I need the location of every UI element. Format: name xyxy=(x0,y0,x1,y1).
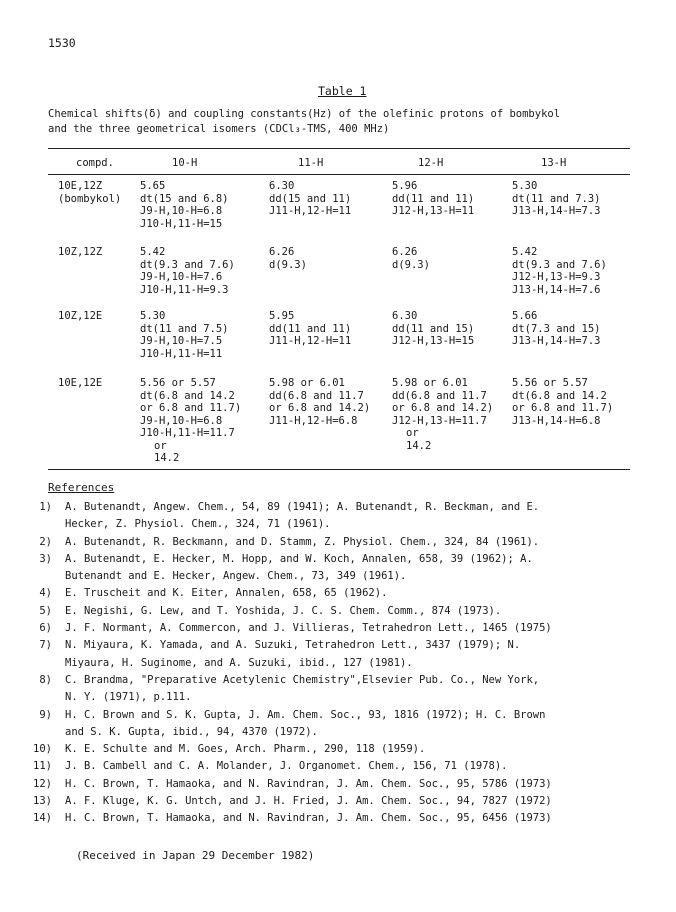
cell-line: J9-H,10-H=7.5 xyxy=(140,335,223,347)
cell-line: or 6.8 and 14.2) xyxy=(269,402,371,414)
cell-compd xyxy=(58,246,102,259)
reference-number: 5) xyxy=(39,605,52,617)
cell-line: 5.56 or 5.57 xyxy=(140,377,216,389)
cell-13h xyxy=(512,310,601,348)
cell-line: J9-H,10-H=6.8 xyxy=(140,414,223,427)
cell-compd xyxy=(58,377,102,390)
cell-10h xyxy=(140,180,229,230)
reference-text: Miyaura, H. Suginome, and A. Suzuki, ibid., 127 (1981). xyxy=(65,657,413,669)
cell-11h xyxy=(269,310,351,348)
cell-line: dd(6.8 and 11.7 xyxy=(392,389,487,402)
cell-line: J10-H,11-H=9.3 xyxy=(140,283,229,296)
reference-number: 3) xyxy=(39,553,52,565)
cell-line: 5.65 xyxy=(140,180,166,192)
reference-text: N. Miyaura, K. Yamada, and A. Suzuki, Tetrahedron Lett., 3437 (1979); N. xyxy=(65,639,521,651)
reference-line xyxy=(18,605,658,618)
reference-text: H. C. Brown, T. Hamaoka, and N. Ravindran, J. Am. Chem. Soc., 95, 6456 (1973) xyxy=(65,812,552,824)
reference-number: 8) xyxy=(39,674,52,686)
cell-line: d(9.3) xyxy=(269,258,307,271)
page-number: 1530 xyxy=(48,36,76,50)
cell-line: dt(15 and 6.8) xyxy=(140,192,229,205)
table-bottom-rule xyxy=(48,469,630,470)
reference-text: H. C. Brown, T. Hamaoka, and N. Ravindran, J. Am. Chem. Soc., 95, 5786 (1973) xyxy=(65,778,552,790)
reference-number: 2) xyxy=(39,536,52,548)
table-title: Table 1 xyxy=(318,84,367,98)
cell-line: 10Z,12E xyxy=(58,310,103,322)
reference-line xyxy=(18,587,658,600)
reference-line xyxy=(18,726,658,739)
reference-text: Butenandt and E. Hecker, Angew. Chem., 73, 349 (1961). xyxy=(65,570,407,582)
cell-line: 5.30 xyxy=(140,310,166,322)
cell-compd xyxy=(58,180,121,205)
cell-line: dt(11 and 7.3) xyxy=(512,192,601,205)
cell-line: or 6.8 and 14.2) xyxy=(392,402,494,414)
cell-line: 5.42 xyxy=(140,246,166,258)
reference-line xyxy=(18,518,658,531)
reference-line xyxy=(18,570,658,583)
cell-line: J10-H,11-H=11 xyxy=(140,347,223,360)
table-caption-line-1: Chemical shifts(δ) and coupling constants(Hz) of the olefinic protons of bombykol xyxy=(48,108,561,120)
cell-line: 10Z,12Z xyxy=(58,246,103,258)
reference-text: A. F. Kluge, K. G. Untch, and J. H. Fried, J. Am. Chem. Soc., 94, 7827 (1972) xyxy=(65,795,552,807)
cell-10h xyxy=(140,377,241,465)
cell-line: 5.66 xyxy=(512,310,538,322)
cell-line: or 6.8 and 11.7) xyxy=(512,402,614,414)
cell-line: J10-H,11-H=15 xyxy=(140,217,223,230)
cell-11h xyxy=(269,377,370,427)
reference-number: 12) xyxy=(33,778,52,790)
reference-number: 14) xyxy=(33,812,52,824)
cell-13h xyxy=(512,246,607,296)
cell-line: 14.2 xyxy=(154,452,180,464)
reference-number: 11) xyxy=(33,760,52,772)
table-top-rule xyxy=(48,148,630,149)
cell-line: 5.56 or 5.57 xyxy=(512,377,588,389)
cell-line: dd(15 and 11) xyxy=(269,192,352,205)
references-heading: References xyxy=(48,481,115,494)
reference-line xyxy=(18,657,658,670)
cell-line: J9-H,10-H=7.6 xyxy=(140,271,223,283)
cell-line: dt(11 and 7.5) xyxy=(140,322,229,335)
cell-line: d(9.3) xyxy=(392,258,430,271)
cell-line: 5.95 xyxy=(269,310,295,322)
cell-line: 6.30 xyxy=(392,310,418,322)
cell-line: J11-H,12-H=11 xyxy=(269,335,352,347)
reference-text: E. Truscheit and K. Eiter, Annalen, 658, 65 (1962). xyxy=(65,587,388,599)
reference-text: J. B. Cambell and C. A. Molander, J. Organomet. Chem., 156, 71 (1978). xyxy=(65,760,508,772)
reference-text: A. Butenandt, R. Beckmann, and D. Stamm, Z. Physiol. Chem., 324, 84 (1961). xyxy=(65,536,540,548)
reference-text: C. Brandma, "Preparative Acetylenic Chemistry",Elsevier Pub. Co., New York, xyxy=(65,674,540,686)
header-11h: 11-H xyxy=(298,157,324,169)
reference-number: 7) xyxy=(39,639,52,651)
cell-line: dd(11 and 11) xyxy=(269,322,352,335)
cell-line: J12-H,13-H=11 xyxy=(392,205,475,217)
cell-11h xyxy=(269,180,351,218)
reference-line xyxy=(18,812,658,825)
cell-line: dd(11 and 15) xyxy=(392,322,475,335)
reference-line xyxy=(18,501,658,514)
cell-line: or xyxy=(154,439,167,452)
reference-line xyxy=(18,709,658,722)
cell-compd xyxy=(58,310,102,323)
cell-line: dt(7.3 and 15) xyxy=(512,322,601,335)
reference-line xyxy=(18,760,658,773)
cell-line: J12-H,13-H=11.7 xyxy=(392,414,487,427)
cell-line: 6.26 xyxy=(392,246,418,258)
cell-line: dt(9.3 and 7.6) xyxy=(140,258,235,271)
cell-line: J13-H,14-H=6.8 xyxy=(512,414,601,427)
table-caption-line-2: and the three geometrical isomers (CDCl₃-TMS, 400 MHz) xyxy=(48,123,390,135)
header-10h: 10-H xyxy=(172,157,198,169)
reference-line xyxy=(18,778,658,791)
cell-line: 5.30 xyxy=(512,180,538,192)
reference-line xyxy=(18,674,658,687)
cell-line: J12-H,13-H=9.3 xyxy=(512,271,601,283)
cell-12h xyxy=(392,377,493,452)
cell-10h xyxy=(140,246,235,296)
cell-line: 14.2 xyxy=(406,439,432,452)
cell-13h xyxy=(512,377,613,427)
reference-text: and S. K. Gupta, ibid., 94, 4370 (1972). xyxy=(65,726,318,738)
cell-10h xyxy=(140,310,229,360)
reference-text: K. E. Schulte and M. Goes, Arch. Pharm., 290, 118 (1959). xyxy=(65,743,426,755)
cell-12h xyxy=(392,246,430,271)
cell-line: dt(6.8 and 14.2 xyxy=(512,389,607,402)
reference-line xyxy=(18,536,658,549)
reference-number: 1) xyxy=(39,501,52,513)
cell-line: dd(11 and 11) xyxy=(392,192,475,205)
reference-text: A. Butenandt, E. Hecker, M. Hopp, and W. Koch, Annalen, 658, 39 (1962); A. xyxy=(65,553,533,565)
reference-text: J. F. Normant, A. Commercon, and J. Villieras, Tetrahedron Lett., 1465 (1975) xyxy=(65,622,552,634)
cell-line: 5.98 or 6.01 xyxy=(392,377,468,389)
reference-number: 6) xyxy=(39,622,52,634)
header-compd: compd. xyxy=(76,157,114,169)
reference-text: Hecker, Z. Physiol. Chem., 324, 71 (1961). xyxy=(65,518,331,530)
cell-12h xyxy=(392,180,474,218)
reference-line xyxy=(18,743,658,756)
reference-line xyxy=(18,622,658,635)
header-13h: 13-H xyxy=(541,157,567,169)
reference-number: 9) xyxy=(39,709,52,721)
reference-line xyxy=(18,795,658,808)
cell-line: dt(6.8 and 14.2 xyxy=(140,389,235,402)
cell-line: 5.96 xyxy=(392,180,418,192)
cell-line: dd(6.8 and 11.7 xyxy=(269,389,364,402)
cell-line: 5.42 xyxy=(512,246,538,258)
reference-text: N. Y. (1971), p.111. xyxy=(65,691,192,703)
reference-text: E. Negishi, G. Lew, and T. Yoshida, J. C. S. Chem. Comm., 874 (1973). xyxy=(65,605,502,617)
cell-line: (bombykol) xyxy=(58,192,122,205)
cell-line: or 6.8 and 11.7) xyxy=(140,402,242,414)
cell-line: 6.30 xyxy=(269,180,295,192)
cell-line: J13-H,14-H=7.3 xyxy=(512,335,601,347)
cell-line: or xyxy=(406,427,419,439)
cell-line: J11-H,12-H=11 xyxy=(269,205,352,217)
cell-line: 10E,12Z xyxy=(58,180,103,192)
cell-line: 10E,12E xyxy=(58,377,103,389)
header-12h: 12-H xyxy=(418,157,444,169)
reference-line xyxy=(18,691,658,704)
cell-line: 6.26 xyxy=(269,246,295,258)
cell-12h xyxy=(392,310,474,348)
cell-line: J12-H,13-H=15 xyxy=(392,335,475,347)
cell-line: dt(9.3 and 7.6) xyxy=(512,258,607,271)
reference-line xyxy=(18,639,658,652)
reference-text: H. C. Brown and S. K. Gupta, J. Am. Chem. Soc., 93, 1816 (1972); H. C. Brown xyxy=(65,709,546,721)
cell-line: J13-H,14-H=7.6 xyxy=(512,283,601,296)
reference-number: 13) xyxy=(33,795,52,807)
reference-line xyxy=(18,553,658,566)
reference-number: 4) xyxy=(39,587,52,599)
reference-number: 10) xyxy=(33,743,52,755)
cell-line: J10-H,11-H=11.7 xyxy=(140,427,235,439)
cell-line: J13-H,14-H=7.3 xyxy=(512,205,601,217)
cell-line: 5.98 or 6.01 xyxy=(269,377,345,389)
reference-text: A. Butenandt, Angew. Chem., 54, 89 (1941); A. Butenandt, R. Beckman, and E. xyxy=(65,501,540,513)
cell-line: J9-H,10-H=6.8 xyxy=(140,205,223,217)
cell-13h xyxy=(512,180,601,218)
cell-line: J11-H,12-H=6.8 xyxy=(269,414,358,427)
table-header-rule xyxy=(48,174,630,175)
cell-11h xyxy=(269,246,307,271)
received-note: (Received in Japan 29 December 1982) xyxy=(76,849,315,862)
